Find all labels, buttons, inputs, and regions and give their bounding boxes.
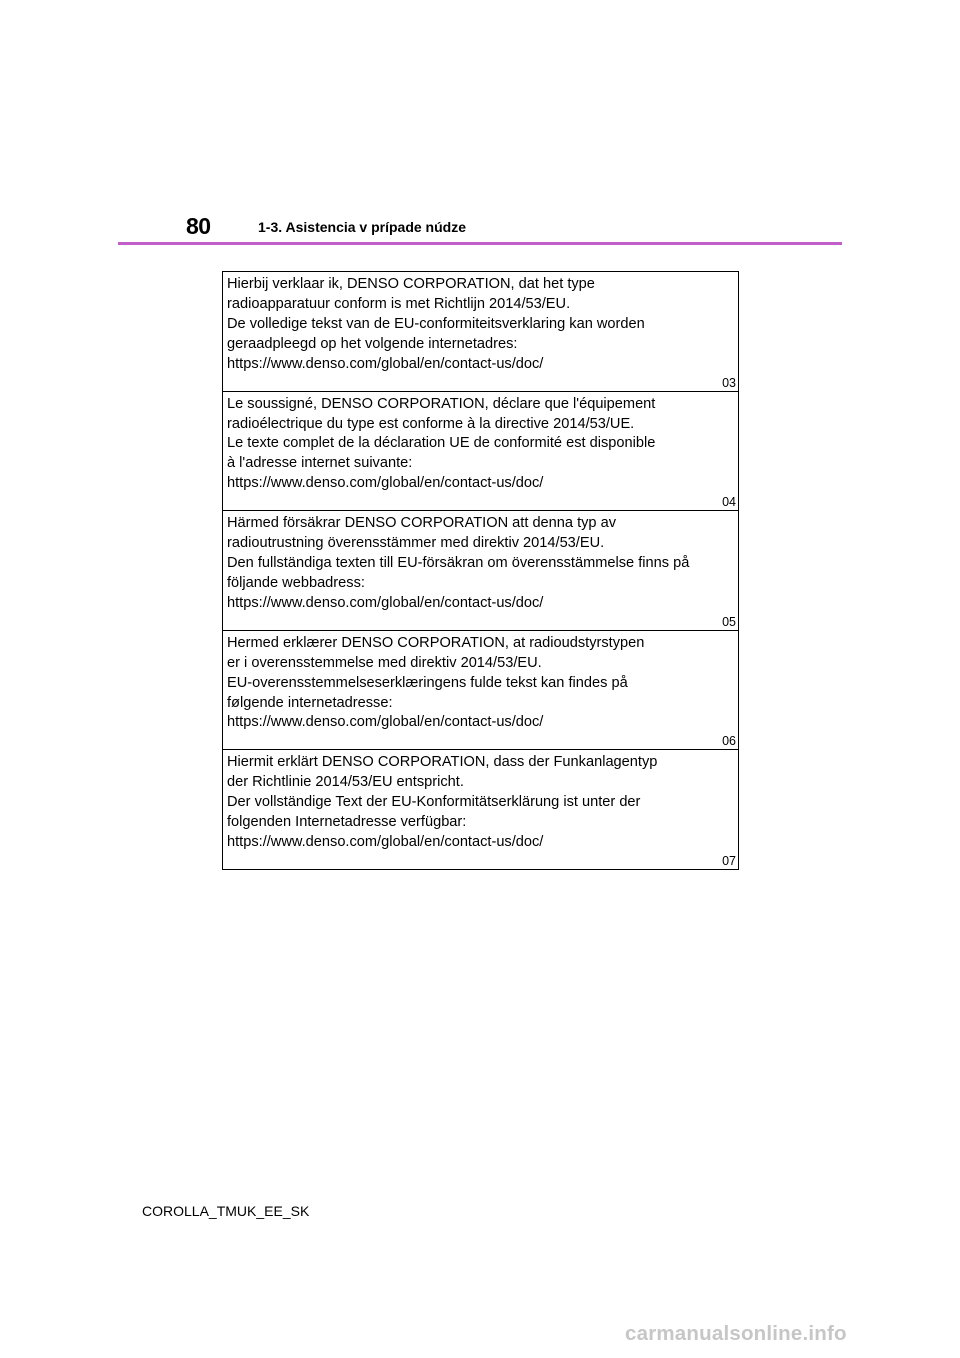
- declaration-code: 04: [722, 495, 736, 510]
- declaration-url: https://www.denso.com/global/en/contact-us/doc/: [227, 594, 544, 611]
- declaration-line: Härmed försäkrar DENSO CORPORATION att denna typ av: [227, 515, 617, 532]
- declaration-table: [222, 271, 739, 870]
- declaration-line: à l'adresse internet suivante:: [227, 455, 413, 472]
- declaration-line: geraadpleegd op het volgende internetadres:: [227, 335, 518, 352]
- declaration-code: 07: [722, 853, 736, 868]
- declaration-code: 03: [722, 375, 736, 390]
- declaration-line: Hierbij verklaar ik, DENSO CORPORATION, dat het type: [227, 276, 595, 292]
- declaration-block-french: [223, 392, 738, 512]
- watermark-link[interactable]: carmanualsonline.info: [625, 1322, 847, 1345]
- declaration-line: Der vollständige Text der EU-Konformitätserklärung ist unter der: [227, 794, 641, 811]
- declaration-line: Hiermit erklärt DENSO CORPORATION, dass der Funkanlagentyp: [227, 754, 658, 771]
- declaration-url: https://www.denso.com/global/en/contact-us/doc/: [227, 475, 544, 492]
- footer-doc-code: COROLLA_TMUK_EE_SK: [142, 1203, 310, 1219]
- declaration-line: Hermed erklærer DENSO CORPORATION, at radioudstyrstypen: [227, 634, 645, 651]
- declaration-code: 06: [722, 734, 736, 749]
- declaration-line: Den fullständiga texten till EU-försäkran om överensstämmelse finns på: [227, 555, 690, 571]
- declaration-url: https://www.denso.com/global/en/contact-us/doc/: [227, 834, 544, 850]
- page-number: 80: [186, 213, 211, 239]
- declaration-line: följande webbadress:: [227, 574, 365, 591]
- declaration-line: De volledige tekst van de EU-conformiteitsverklaring kan worden: [227, 315, 645, 332]
- declaration-line: er i overensstemmelse med direktiv 2014/53/EU.: [227, 654, 542, 671]
- declaration-line: EU-overensstemmelseserklæringens fulde tekst kan findes på: [227, 674, 628, 691]
- header-rule: [118, 242, 842, 245]
- declaration-text: [227, 634, 734, 734]
- declaration-line: følgende internetadresse:: [227, 694, 393, 711]
- declaration-block-swedish: [223, 511, 738, 631]
- declaration-block-german: [223, 750, 738, 870]
- declaration-line: radioapparatuur conform is met Richtlijn 2014/53/EU.: [227, 295, 571, 312]
- declaration-text: [227, 753, 734, 853]
- declaration-line: der Richtlinie 2014/53/EU entspricht.: [227, 774, 464, 791]
- declaration-line: Le texte complet de la déclaration UE de conformité est disponible: [227, 435, 656, 452]
- declaration-line: radioélectrique du type est conforme à la directive 2014/53/UE.: [227, 415, 635, 432]
- declaration-block-dutch: [223, 272, 738, 392]
- declaration-text: [227, 395, 734, 495]
- declaration-block-danish: [223, 631, 738, 751]
- declaration-url: https://www.denso.com/global/en/contact-us/doc/: [227, 355, 544, 372]
- declaration-line: folgenden Internetadresse verfügbar:: [227, 814, 467, 831]
- declaration-line: Le soussigné, DENSO CORPORATION, déclare que l'équipement: [227, 395, 656, 412]
- declaration-url: https://www.denso.com/global/en/contact-us/doc/: [227, 714, 544, 731]
- declaration-code: 05: [722, 614, 736, 629]
- section-title: 1-3. Asistencia v prípade núdze: [258, 219, 466, 235]
- declaration-line: radioutrustning överensstämmer med direktiv 2014/53/EU.: [227, 535, 605, 552]
- declaration-text: [227, 514, 734, 614]
- declaration-text: [227, 275, 734, 375]
